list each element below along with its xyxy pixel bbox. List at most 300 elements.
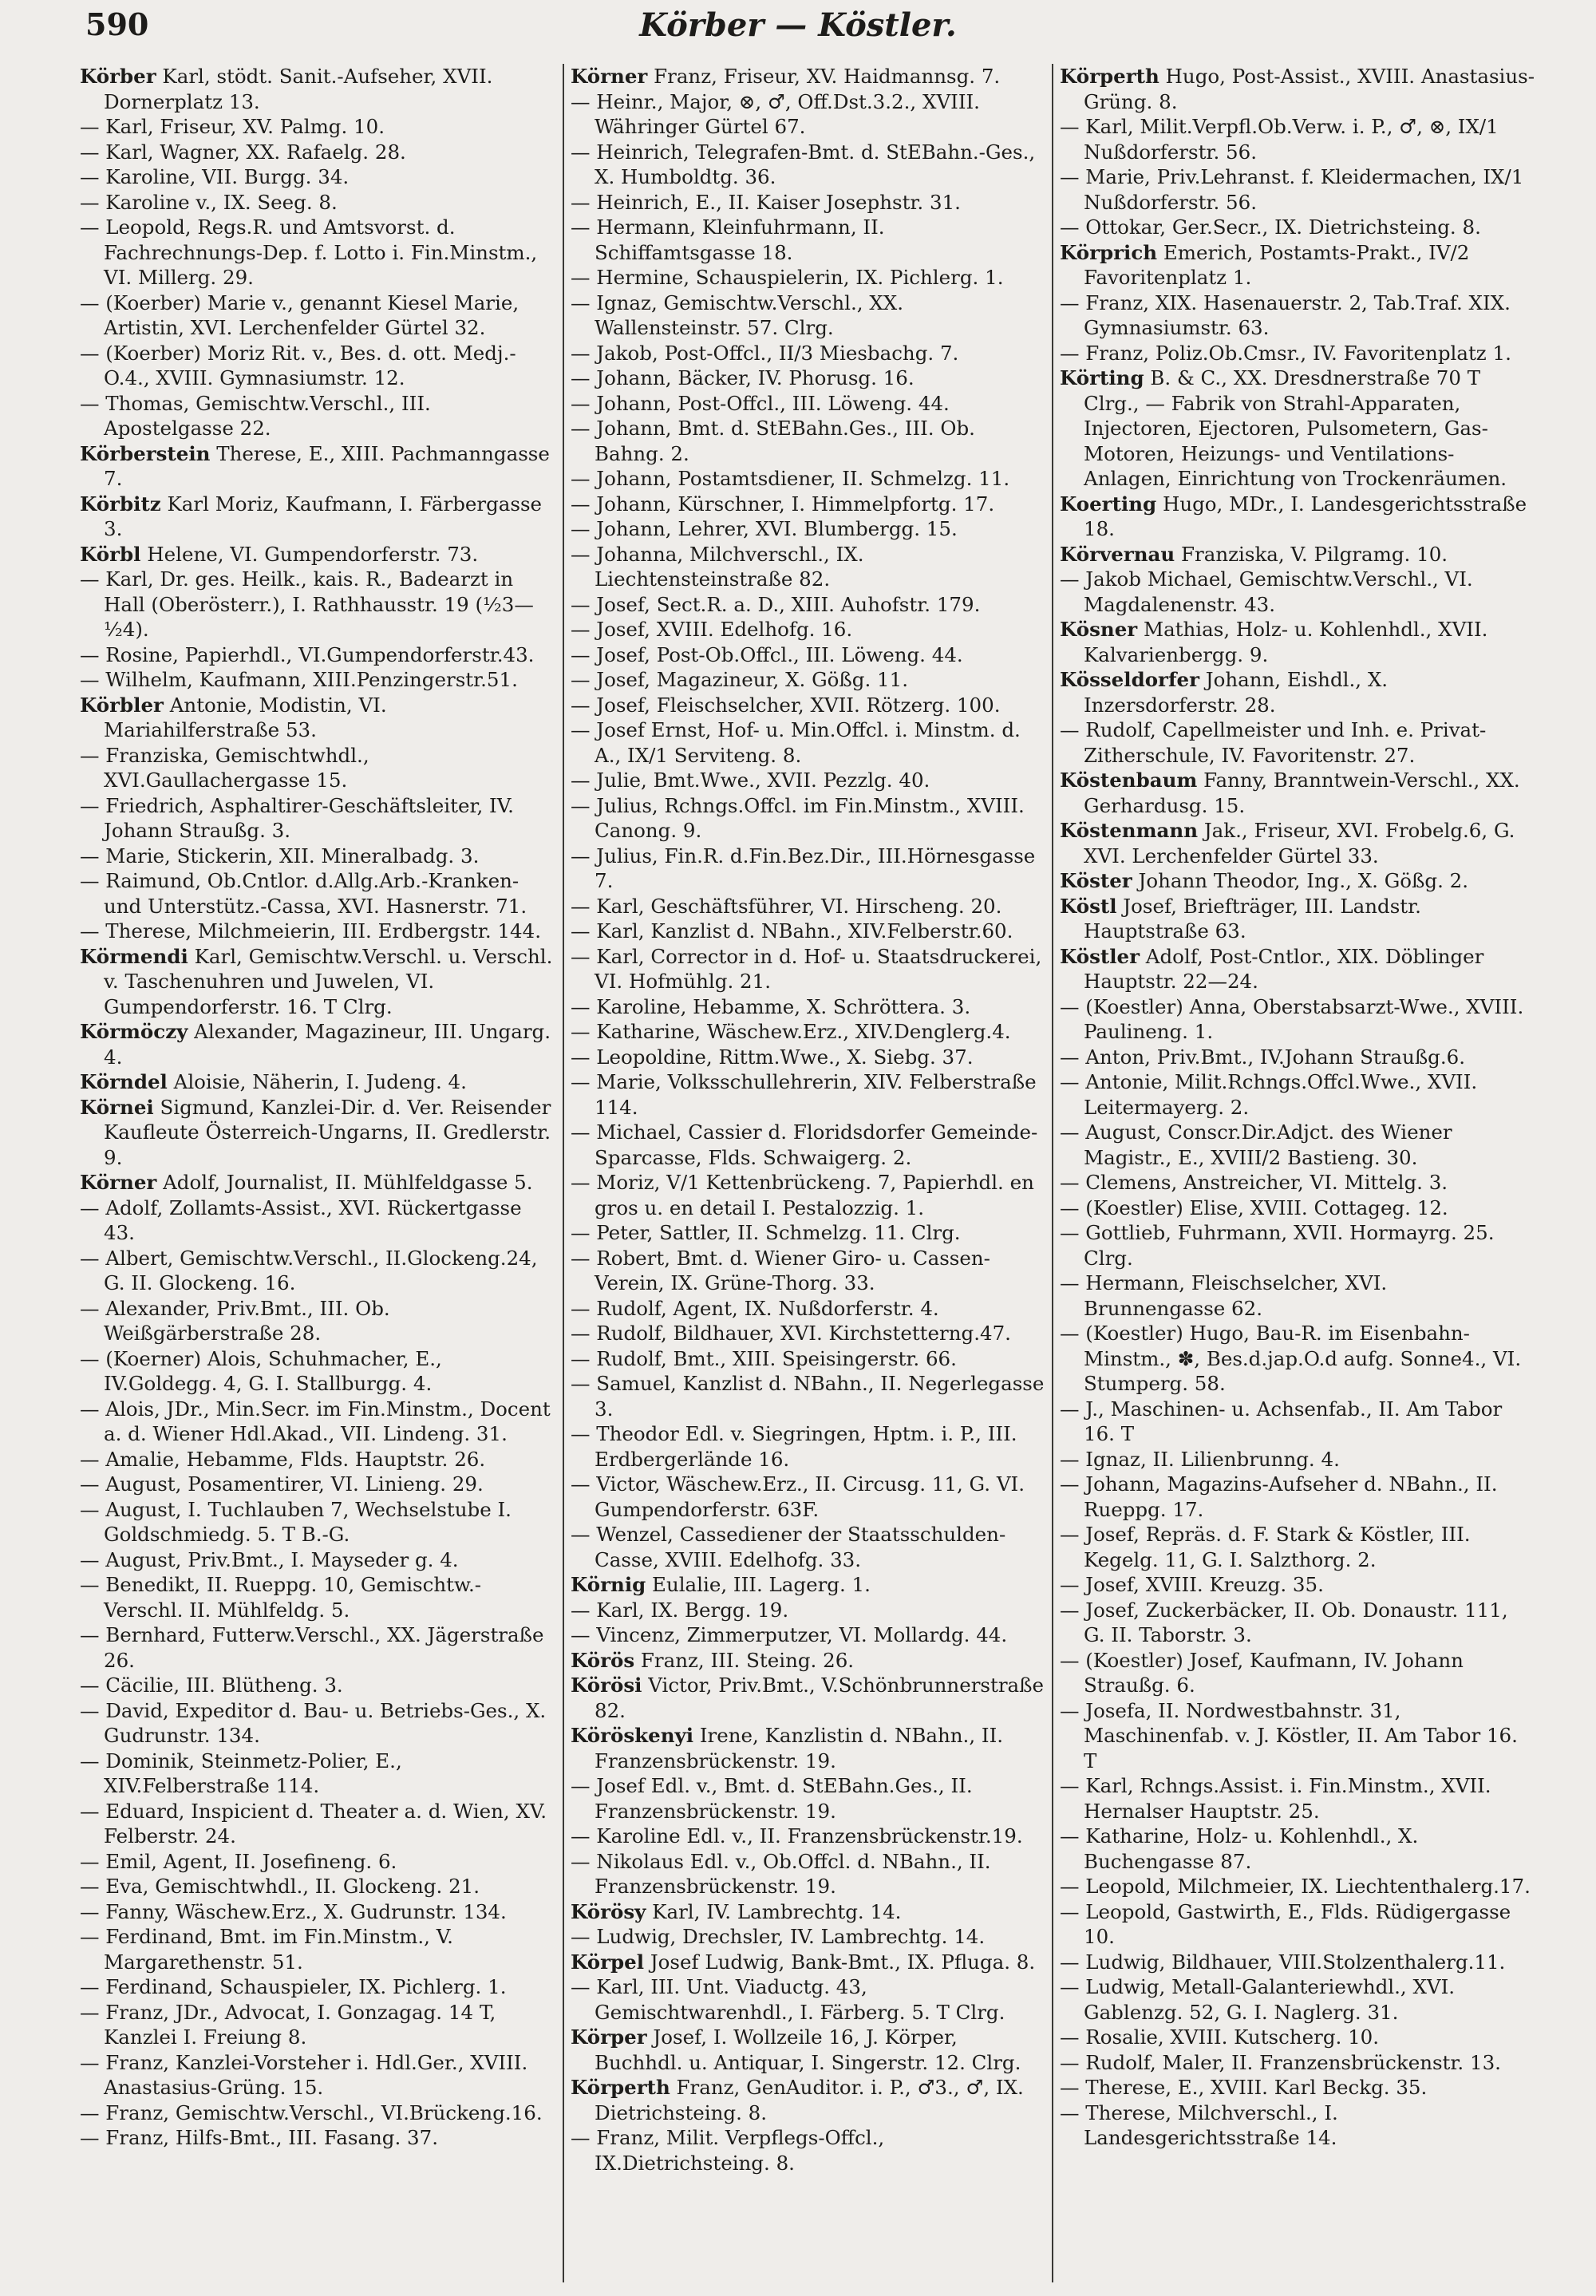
entry-surname: Körperth xyxy=(571,2076,670,2099)
directory-entry xyxy=(1060,667,1535,717)
directory-entry xyxy=(80,1849,556,1875)
entry-details: — Eva, Gemischtwhdl., II. Glockeng. 21. xyxy=(80,1875,480,1898)
directory-entry xyxy=(571,265,1045,290)
entry-details: — Josef, Fleischselcher, XVII. Rötzerg. 100. xyxy=(571,693,1001,717)
entry-surname: Körner xyxy=(571,65,648,88)
entry-details: — Nikolaus Edl. v., Ob.Offcl. d. NBahn., II. Franzensbrückenstr. 19. xyxy=(571,1849,991,1898)
entry-details: Franz, GenAuditor. i. P., ♂3., ♂, IX. Dietrichsteing. 8. xyxy=(595,2076,1024,2124)
directory-entry xyxy=(1060,1773,1535,1824)
directory-entry xyxy=(80,2050,556,2100)
directory-entry xyxy=(80,1447,556,1472)
entry-details: — Katharine, Wäschew.Erz., XIV.Denglerg.4. xyxy=(571,1020,1011,1043)
directory-entry xyxy=(571,341,1045,366)
entry-details: — Karoline v., IX. Seeg. 8. xyxy=(80,190,338,214)
entry-details: Adolf, Journalist, II. Mühlfeldgasse 5. xyxy=(156,1171,533,1194)
directory-entry xyxy=(571,1170,1045,1220)
page-number: 590 xyxy=(85,6,149,42)
column-middle xyxy=(563,64,1052,2282)
entry-details: — Hermann, Fleischselcher, XVI. Brunnengasse 62. xyxy=(1060,1271,1388,1320)
directory-entry xyxy=(1060,617,1535,667)
directory-entry xyxy=(80,1497,556,1547)
entry-surname: Körber xyxy=(80,65,156,88)
directory-entry xyxy=(1060,717,1535,768)
directory-entry xyxy=(80,215,556,290)
entry-details: — Karl, Corrector in d. Hof- u. Staatsdruckerei, VI. Hofmühlg. 21. xyxy=(571,944,1042,993)
directory-columns xyxy=(73,64,1574,2282)
entry-details: Josef, I. Wollzeile 16, J. Körper, Buchhdl. u. Antiquar, I. Singerstr. 12. Clrg. xyxy=(595,2025,1021,2074)
entry-details: — Johann, Magazins-Aufseher d. NBahn., II. Rueppg. 17. xyxy=(1060,1472,1498,1521)
entry-details: — Victor, Wäschew.Erz., II. Circusg. 11, G. VI. Gumpendorferstr. 63F. xyxy=(571,1472,1025,1521)
directory-entry xyxy=(1060,1220,1535,1271)
directory-entry xyxy=(80,391,556,441)
directory-entry xyxy=(80,1346,556,1397)
entry-details: — Ferdinand, Bmt. im Fin.Minstm., V. Margarethenstr. 51. xyxy=(80,1925,453,1974)
directory-entry xyxy=(80,793,556,844)
directory-entry xyxy=(1060,1648,1535,1698)
entry-details: — Franz, Poliz.Ob.Cmsr., IV. Favoritenplatz 1. xyxy=(1060,341,1511,365)
entry-details: — (Koerber) Moriz Rit. v., Bes. d. ott. Medj.-O.4., XVIII. Gymnasiumstr. 12. xyxy=(80,341,516,389)
entry-details: — Josef, XVIII. Kreuzg. 35. xyxy=(1060,1573,1324,1596)
directory-entry xyxy=(571,717,1045,768)
directory-entry xyxy=(80,1974,556,2000)
entry-details: — Therese, Milchverschl., I. Landesgerichtsstraße 14. xyxy=(1060,2100,1338,2149)
directory-entry xyxy=(80,2125,556,2151)
entry-details: Jak., Friseur, XVI. Frobelg.6, G. XVI. Lerchenfelder Gürtel 33. xyxy=(1084,819,1515,867)
entry-details: Karl, Gemischtw.Verschl. u. Verschl. v. Taschenuhren und Juwelen, VI. Gumpendorferstr. 16. T Clrg. xyxy=(104,944,553,1018)
directory-entry xyxy=(571,1950,1045,1975)
directory-entry xyxy=(571,1069,1045,1120)
entry-details: — Ottokar, Ger.Secr., IX. Dietrichsteing. 8. xyxy=(1060,215,1481,239)
entry-details: — Ignaz, Gemischtw.Verschl., XX. Wallensteinstr. 57. Clrg. xyxy=(571,290,904,339)
entry-details: — Josef Ernst, Hof- u. Min.Offcl. i. Minstm. d. A., IX/1 Serviteng. 8. xyxy=(571,718,1021,767)
entry-details: — Robert, Bmt. d. Wiener Giro- u. Cassen-Verein, IX. Grüne-Thorg. 33. xyxy=(571,1246,990,1294)
entry-details: — Michael, Cassier d. Floridsdorfer Gemeinde-Sparcasse, Flds. Schwaigerg. 2. xyxy=(571,1120,1038,1169)
directory-entry xyxy=(1060,1824,1535,1874)
entry-details: — Moriz, V/1 Kettenbrückeng. 7, Papierhdl. en gros u. en detail I. Pestalozzig. 1. xyxy=(571,1171,1034,1219)
entry-surname: Köstler xyxy=(1060,944,1140,968)
directory-entry xyxy=(571,1924,1045,1950)
directory-entry xyxy=(80,140,556,165)
directory-entry xyxy=(80,1874,556,1899)
entry-surname: Köröskenyi xyxy=(571,1724,694,1747)
directory-entry xyxy=(1060,1397,1535,1447)
column-right xyxy=(1052,64,1541,2282)
directory-entry xyxy=(80,492,556,542)
entry-details: — Marie, Stickerin, XII. Mineralbadg. 3. xyxy=(80,844,480,867)
entry-details: — Julius, Rchngs.Offcl. im Fin.Minstm., XVIII. Canong. 9. xyxy=(571,793,1025,842)
entry-details: — Friedrich, Asphaltirer-Geschäftsleiter, IV. Johann Straußg. 3. xyxy=(80,793,514,842)
directory-entry xyxy=(1060,1045,1535,1070)
entry-details: — Dominik, Steinmetz-Polier, E., XIV.Felberstraße 114. xyxy=(80,1749,402,1797)
entry-details: — Eduard, Inspicient d. Theater a. d. Wien, XV. Felberstr. 24. xyxy=(80,1799,547,1847)
directory-entry xyxy=(1060,1874,1535,1899)
directory-entry xyxy=(571,190,1045,215)
entry-details: Sigmund, Kanzlei-Dir. d. Ver. Reisender Kaufleute Österreich-Ungarns, II. Gredlerstr. 9. xyxy=(104,1095,551,1169)
entry-details: Karl, stödt. Sanit.-Aufseher, XVII. Dornerplatz 13. xyxy=(104,65,493,113)
directory-entry xyxy=(571,1598,1045,1623)
directory-entry xyxy=(80,2100,556,2126)
entry-details: — Marie, Priv.Lehranst. f. Kleidermachen, IX/1 Nußdorferstr. 56. xyxy=(1060,165,1524,214)
entry-surname: Köstenbaum xyxy=(1060,769,1198,792)
directory-entry xyxy=(80,441,556,492)
directory-entry xyxy=(80,542,556,567)
entry-details: — Amalie, Hebamme, Flds. Hauptstr. 26. xyxy=(80,1447,486,1471)
entry-details: — Vincenz, Zimmerputzer, VI. Mollardg. 44. xyxy=(571,1623,1008,1646)
entry-details: — Fanny, Wäschew.Erz., X. Gudrunstr. 134. xyxy=(80,1899,507,1923)
entry-details: — Rudolf, Maler, II. Franzensbrückenstr. 13. xyxy=(1060,2050,1501,2074)
entry-details: — Heinrich, Telegrafen-Bmt. d. StEBahn.-Ges., X. Humboldtg. 36. xyxy=(571,140,1036,188)
directory-entry xyxy=(571,1246,1045,1296)
entry-surname: Köstenmann xyxy=(1060,819,1199,842)
entry-details: — Leopold, Regs.R. und Amtsvorst. d. Fachrechnungs-Dep. f. Lotto i. Fin.Minstm., VI. Millerg. 29. xyxy=(80,215,538,289)
entry-surname: Koerting xyxy=(1060,492,1157,516)
entry-details: Aloisie, Näherin, I. Judeng. 4. xyxy=(167,1070,467,1093)
entry-details: Karl Moriz, Kaufmann, I. Färbergasse 3. xyxy=(104,492,543,540)
entry-details: — Karl, Friseur, XV. Palmg. 10. xyxy=(80,115,385,138)
entry-details: Antonie, Modistin, VI. Mariahilferstraße 53. xyxy=(104,693,387,741)
entry-details: — Leopold, Gastwirth, E., Flds. Rüdigergasse 10. xyxy=(1060,1899,1511,1948)
entry-details: Adolf, Post-Cntlor., XIX. Döblinger Hauptstr. 22—24. xyxy=(1084,944,1484,993)
entry-details: — Hermann, Kleinfuhrmann, II. Schiffamtsgasse 18. xyxy=(571,215,885,264)
directory-entry xyxy=(1060,290,1535,341)
entry-details: — Therese, Milchmeierin, III. Erdbergstr. 144. xyxy=(80,919,542,943)
entry-details: — Rudolf, Bildhauer, XVI. Kirchstetterng.47. xyxy=(571,1322,1011,1345)
directory-entry xyxy=(80,868,556,919)
entry-details: — Peter, Sattler, II. Schmelzg. 11. Clrg. xyxy=(571,1221,961,1244)
entry-details: Johann, Eishdl., X. Inzersdorferstr. 28. xyxy=(1084,668,1389,717)
directory-entry xyxy=(80,2000,556,2050)
entry-details: — Clemens, Anstreicher, VI. Mittelg. 3. xyxy=(1060,1171,1448,1194)
directory-entry xyxy=(1060,1522,1535,1572)
entry-details: — August, Conscr.Dir.Adjct. des Wiener Magistr., E., XVIII/2 Bastieng. 30. xyxy=(1060,1120,1452,1169)
entry-surname: Körting xyxy=(1060,366,1144,389)
entry-details: Irene, Kanzlistin d. NBahn., II. Franzensbrückenstr. 19. xyxy=(595,1724,1004,1772)
directory-entry xyxy=(571,768,1045,793)
entry-details: — August, Priv.Bmt., I. Mayseder g. 4. xyxy=(80,1547,459,1571)
directory-entry xyxy=(1060,1271,1535,1321)
entry-details: — Ludwig, Drechsler, IV. Lambrechtg. 14. xyxy=(571,1925,986,1948)
directory-entry xyxy=(80,1924,556,1974)
entry-details: — Johann, Kürschner, I. Himmelpfortg. 17. xyxy=(571,492,995,516)
directory-entry xyxy=(80,164,556,190)
directory-entry xyxy=(1060,894,1535,944)
entry-details: Josef, Briefträger, III. Landstr. Hauptstraße 63. xyxy=(1084,894,1421,943)
entry-details: — (Koestler) Josef, Kaufmann, IV. Johann Straußg. 6. xyxy=(1060,1648,1464,1697)
entry-details: — Karl, Rchngs.Assist. i. Fin.Minstm., XVII. Hernalser Hauptstr. 25. xyxy=(1060,1774,1491,1823)
directory-entry xyxy=(571,1045,1045,1070)
directory-entry xyxy=(571,1572,1045,1598)
entry-details: — Wenzel, Cassediener der Staatsschulden-Casse, XVIII. Edelhofg. 33. xyxy=(571,1523,1006,1571)
directory-entry xyxy=(571,1849,1045,1899)
directory-entry xyxy=(1060,818,1535,868)
entry-details: — Josefa, II. Nordwestbahnstr. 31, Maschinenfab. v. J. Köstler, II. Am Tabor 16. T xyxy=(1060,1698,1518,1772)
entry-surname: Körpel xyxy=(571,1950,645,1974)
directory-entry xyxy=(571,617,1045,642)
entry-details: — Franz, Gemischtw.Verschl., VI.Brückeng.16. xyxy=(80,2100,543,2124)
directory-entry xyxy=(1060,1472,1535,1522)
entry-details: Therese, E., XIII. Pachmanngasse 7. xyxy=(104,441,550,490)
entry-details: — Franz, Kanzlei-Vorsteher i. Hdl.Ger., XVIII. Anastasius-Grüng. 15. xyxy=(80,2050,528,2099)
entry-details: — Heinrich, E., II. Kaiser Josephstr. 31. xyxy=(571,190,961,214)
directory-entry xyxy=(80,1622,556,1673)
entry-details: — Wilhelm, Kaufmann, XIII.Penzingerstr.51. xyxy=(80,668,518,691)
entry-details: — Karl, Milit.Verpfl.Ob.Verw. i. P., ♂, ⊗, IX/1 Nußdorferstr. 56. xyxy=(1060,115,1499,164)
entry-details: Emerich, Postamts-Prakt., IV/2 Favoritenplatz 1. xyxy=(1084,240,1470,289)
entry-details: — Ludwig, Metall-Galanteriewhdl., XVI. Gablenzg. 52, G. I. Naglerg. 31. xyxy=(1060,1975,1456,2024)
entry-details: Eulalie, III. Lagerg. 1. xyxy=(646,1573,871,1596)
entry-details: — Ferdinand, Schauspieler, IX. Pichlerg. 1. xyxy=(80,1975,507,1998)
entry-details: — Adolf, Zollamts-Assist., XVI. Rückertgasse 43. xyxy=(80,1195,522,1244)
entry-details: — Rudolf, Bmt., XIII. Speisingerstr. 66. xyxy=(571,1346,957,1370)
directory-entry xyxy=(1060,2050,1535,2076)
directory-entry xyxy=(571,1824,1045,1849)
entry-details: — Franziska, Gemischtwhdl., XVI.Gaullachergasse 15. xyxy=(80,743,369,792)
entry-details: — Anton, Priv.Bmt., IV.Johann Straußg.6. xyxy=(1060,1045,1466,1069)
entry-details: — Antonie, Milit.Rchngs.Offcl.Wwe., XVII. Leitermayerg. 2. xyxy=(1060,1070,1478,1119)
entry-details: — Leopoldine, Rittm.Wwe., X. Siebg. 37. xyxy=(571,1045,974,1069)
directory-entry xyxy=(1060,1598,1535,1648)
directory-entry xyxy=(80,1749,556,1799)
directory-entry xyxy=(571,215,1045,265)
entry-surname: Körndel xyxy=(80,1070,168,1093)
directory-entry xyxy=(571,1120,1045,1170)
directory-entry xyxy=(1060,1069,1535,1120)
directory-entry xyxy=(571,1974,1045,2025)
entry-details: — Josef, Zuckerbäcker, II. Ob. Donaustr. 111, G. II. Taborstr. 3. xyxy=(1060,1598,1508,1646)
directory-entry xyxy=(571,2075,1045,2125)
entry-details: — Hermine, Schauspielerin, IX. Pichlerg. 1. xyxy=(571,266,1004,289)
directory-entry xyxy=(571,2125,1045,2175)
directory-entry xyxy=(80,1397,556,1447)
entry-surname: Körösy xyxy=(571,1899,646,1923)
directory-entry xyxy=(571,844,1045,894)
directory-entry xyxy=(80,190,556,215)
entry-details: — Karoline, Hebamme, X. Schröttera. 3. xyxy=(571,994,971,1018)
directory-entry xyxy=(80,1673,556,1698)
directory-entry xyxy=(1060,1974,1535,2025)
directory-entry xyxy=(1060,567,1535,617)
entry-details: Franz, Friseur, XV. Haidmannsg. 7. xyxy=(647,65,1001,88)
entry-details: Josef Ludwig, Bank-Bmt., IX. Pfluga. 8. xyxy=(644,1950,1036,1974)
directory-entry xyxy=(571,592,1045,618)
entry-details: — Rosine, Papierhdl., VI.Gumpendorferstr.43. xyxy=(80,642,535,666)
directory-entry xyxy=(571,1296,1045,1322)
directory-entry xyxy=(80,743,556,793)
directory-entry xyxy=(80,642,556,668)
entry-details: Fanny, Branntwein-Verschl., XX. Gerhardusg. 15. xyxy=(1084,769,1520,817)
directory-entry xyxy=(80,64,556,114)
entry-surname: Kösseldorfer xyxy=(1060,668,1199,691)
directory-entry xyxy=(571,793,1045,844)
directory-entry xyxy=(80,567,556,642)
entry-surname: Körberstein xyxy=(80,441,211,465)
directory-entry xyxy=(1060,542,1535,567)
entry-details: — Therese, E., XVIII. Karl Beckg. 35. xyxy=(1060,2076,1428,2099)
directory-entry xyxy=(80,1170,556,1195)
directory-entry xyxy=(1060,366,1535,492)
directory-entry xyxy=(80,1572,556,1622)
directory-entry xyxy=(1060,768,1535,818)
directory-entry xyxy=(80,1698,556,1749)
entry-details: — Karl, Dr. ges. Heilk., kais. R., Badearzt in Hall (Oberösterr.), I. Rathhausstr. 19 (½3—½4). xyxy=(80,567,534,641)
entry-details: Victor, Priv.Bmt., V.Schönbrunnerstraße 82. xyxy=(595,1674,1045,1722)
directory-entry xyxy=(571,1019,1045,1045)
entry-details: — Franz, Hilfs-Bmt., III. Fasang. 37. xyxy=(80,2126,439,2149)
directory-entry xyxy=(571,1622,1045,1648)
entry-details: — (Koestler) Anna, Oberstabsarzt-Wwe., XVIII. Paulineng. 1. xyxy=(1060,994,1524,1043)
entry-surname: Körnei xyxy=(80,1095,154,1119)
entry-surname: Köstl xyxy=(1060,894,1117,918)
directory-entry xyxy=(571,466,1045,492)
entry-details: — Benedikt, II. Rueppg. 10, Gemischtw.-Verschl. II. Mühlfeldg. 5. xyxy=(80,1573,482,1622)
directory-entry xyxy=(1060,492,1535,542)
entry-details: — Jakob Michael, Gemischtw.Verschl., VI. Magdalenenstr. 43. xyxy=(1060,567,1473,616)
directory-entry xyxy=(571,516,1045,542)
directory-entry xyxy=(571,492,1045,517)
entry-details: — Ludwig, Bildhauer, VIII.Stolzenthalerg.11. xyxy=(1060,1950,1506,1974)
entry-details: B. & C., XX. Dresdnerstraße 70 T Clrg., — Fabrik von Strahl-Apparaten, Injectoren, Ejectoren, Pulsometern, Gas-Motoren, Heizungs- und Ventilations-Anlagen, Einrichtung von Trockenräumen. xyxy=(1084,366,1507,490)
directory-entry xyxy=(1060,215,1535,240)
entry-details: — Karl, Geschäftsführer, VI. Hirscheng. 20. xyxy=(571,894,1002,918)
entry-surname: Körmendi xyxy=(80,944,188,968)
directory-entry xyxy=(571,290,1045,341)
directory-entry xyxy=(571,667,1045,693)
directory-entry xyxy=(571,1522,1045,1572)
entry-details: Alexander, Magazineur, III. Ungarg. 4. xyxy=(104,1020,551,1069)
directory-entry xyxy=(80,1799,556,1849)
directory-entry xyxy=(571,542,1045,592)
directory-entry xyxy=(571,391,1045,417)
entry-details: — Johann, Bäcker, IV. Phorusg. 16. xyxy=(571,366,915,389)
entry-details: — Katharine, Holz- u. Kohlenhdl., X. Buchengasse 87. xyxy=(1060,1824,1419,1873)
directory-entry xyxy=(80,1547,556,1573)
directory-entry xyxy=(1060,64,1535,114)
entry-details: — (Koerner) Alois, Schuhmacher, E., IV.Goldegg. 4, G. I. Stallburgg. 4. xyxy=(80,1346,442,1395)
directory-entry xyxy=(1060,1950,1535,1975)
entry-details: — Albert, Gemischtw.Verschl., II.Glockeng.24, G. II. Glockeng. 16. xyxy=(80,1246,538,1294)
entry-details: — Thomas, Gemischtw.Verschl., III. Apostelgasse 22. xyxy=(80,391,431,440)
running-title: Körber — Köstler. xyxy=(639,6,957,44)
entry-details: — Josef, Repräs. d. F. Stark & Köstler, III. Kegelg. 11, G. I. Salzthorg. 2. xyxy=(1060,1523,1471,1571)
entry-surname: Körmöczy xyxy=(80,1020,188,1043)
directory-entry xyxy=(1060,1698,1535,1774)
directory-entry xyxy=(80,667,556,693)
entry-details: — Franz, XIX. Hasenauerstr. 2, Tab.Traf. XIX. Gymnasiumstr. 63. xyxy=(1060,290,1511,339)
entry-details: — August, I. Tuchlauben 7, Wechselstube I. Goldschmiedg. 5. T B.-G. xyxy=(80,1497,512,1546)
entry-details: — Gottlieb, Fuhrmann, XVII. Hormayrg. 25. Clrg. xyxy=(1060,1221,1495,1270)
directory-entry xyxy=(571,1472,1045,1522)
entry-details: — Karl, IX. Bergg. 19. xyxy=(571,1598,789,1622)
directory-entry xyxy=(1060,2075,1535,2100)
entry-details: Franz, III. Steing. 26. xyxy=(634,1648,855,1672)
directory-entry xyxy=(571,1899,1045,1925)
directory-entry xyxy=(1060,1120,1535,1170)
entry-details: — Josef, Post-Ob.Offcl., III. Löweng. 44. xyxy=(571,642,963,666)
entry-details: — Josef, XVIII. Edelhofg. 16. xyxy=(571,618,853,641)
directory-entry xyxy=(571,1773,1045,1824)
directory-entry xyxy=(80,944,556,1020)
entry-details: — Rosalie, XVIII. Kutscherg. 10. xyxy=(1060,2025,1380,2049)
directory-entry xyxy=(571,994,1045,1020)
entry-details: — Marie, Volksschullehrerin, XIV. Felberstraße 114. xyxy=(571,1070,1037,1119)
directory-entry xyxy=(571,1346,1045,1372)
entry-surname: Kösner xyxy=(1060,618,1138,641)
entry-details: — Karl, Kanzlist d. NBahn., XIV.Felberstr.60. xyxy=(571,919,1013,943)
entry-details: — Johann, Lehrer, XVI. Blumbergg. 15. xyxy=(571,517,958,540)
entry-details: — Rudolf, Agent, IX. Nußdorferstr. 4. xyxy=(571,1296,939,1320)
directory-entry xyxy=(1060,1572,1535,1598)
directory-entry xyxy=(1060,944,1535,994)
entry-details: Franziska, V. Pilgramg. 10. xyxy=(1175,542,1448,566)
entry-details: — Bernhard, Futterw.Verschl., XX. Jägerstraße 26. xyxy=(80,1623,544,1672)
directory-entry xyxy=(80,1899,556,1925)
entry-details: — (Koestler) Elise, XVIII. Cottageg. 12. xyxy=(1060,1195,1448,1219)
entry-details: Mathias, Holz- u. Kohlenhdl., XVII. Kalvarienbergg. 9. xyxy=(1084,618,1488,666)
directory-entry xyxy=(1060,1447,1535,1472)
entry-details: — Franz, Milit. Verpflegs-Offcl., IX.Dietrichsteing. 8. xyxy=(571,2126,885,2175)
directory-entry xyxy=(80,693,556,743)
directory-entry xyxy=(1060,868,1535,894)
entry-details: Karl, IV. Lambrechtg. 14. xyxy=(646,1899,902,1923)
entry-details: Helene, VI. Gumpendorferstr. 73. xyxy=(140,542,479,566)
entry-details: Hugo, MDr., I. Landesgerichtsstraße 18. xyxy=(1084,492,1527,540)
entry-details: — Alexander, Priv.Bmt., III. Ob. Weißgärberstraße 28. xyxy=(80,1296,390,1345)
directory-entry xyxy=(80,1246,556,1296)
entry-details: — Johann, Postamtsdiener, II. Schmelzg. 11. xyxy=(571,467,1010,490)
directory-entry xyxy=(1060,240,1535,290)
entry-surname: Körbler xyxy=(80,693,164,717)
directory-entry xyxy=(571,1421,1045,1472)
entry-details: — Julius, Fin.R. d.Fin.Bez.Dir., III.Hörnesgasse 7. xyxy=(571,844,1036,892)
directory-entry xyxy=(571,894,1045,919)
directory-entry xyxy=(571,642,1045,668)
entry-details: — Josef, Sect.R. a. D., XIII. Auhofstr. 179. xyxy=(571,592,981,616)
entry-details: — Ignaz, II. Lilienbrunng. 4. xyxy=(1060,1447,1340,1471)
directory-entry xyxy=(80,1069,556,1095)
entry-surname: Körös xyxy=(571,1648,635,1672)
entry-details: — Josef, Magazineur, X. Gößg. 11. xyxy=(571,668,909,691)
entry-surname: Körperth xyxy=(1060,65,1159,88)
directory-entry xyxy=(571,416,1045,466)
entry-surname: Körper xyxy=(571,2025,647,2049)
directory-entry xyxy=(1060,2025,1535,2050)
directory-entry xyxy=(571,1371,1045,1421)
directory-entry xyxy=(571,944,1045,994)
entry-details: — Samuel, Kanzlist d. NBahn., II. Negerlegasse 3. xyxy=(571,1372,1045,1421)
directory-entry xyxy=(571,919,1045,944)
directory-entry xyxy=(1060,994,1535,1045)
directory-entry xyxy=(80,1095,556,1171)
entry-details: Hugo, Post-Assist., XVIII. Anastasius-Grüng. 8. xyxy=(1084,65,1535,113)
entry-surname: Körbitz xyxy=(80,492,161,516)
entry-details: — Franz, JDr., Advocat, I. Gonzagag. 14 T, Kanzlei I. Freiung 8. xyxy=(80,2000,496,2049)
directory-entry xyxy=(1060,114,1535,164)
entry-details: — Jakob, Post-Offcl., II/3 Miesbachg. 7. xyxy=(571,341,959,365)
entry-details: — Julie, Bmt.Wwe., XVII. Pezzlg. 40. xyxy=(571,769,930,792)
entry-details: — Karl, III. Unt. Viaductg. 43, Gemischtwarenhdl., I. Färberg. 5. T Clrg. xyxy=(571,1975,1005,2024)
directory-entry xyxy=(1060,1170,1535,1195)
entry-details: — Cäcilie, III. Blütheng. 3. xyxy=(80,1674,343,1697)
directory-entry xyxy=(571,1648,1045,1674)
entry-details: — Leopold, Milchmeier, IX. Liechtenthalerg.17. xyxy=(1060,1875,1531,1898)
directory-entry xyxy=(1060,164,1535,215)
entry-details: — Karl, Wagner, XX. Rafaelg. 28. xyxy=(80,140,406,164)
entry-details: Johann Theodor, Ing., X. Gößg. 2. xyxy=(1132,869,1469,892)
directory-entry xyxy=(80,290,556,341)
directory-entry xyxy=(571,89,1045,140)
directory-entry xyxy=(80,919,556,944)
directory-entry xyxy=(80,1019,556,1069)
